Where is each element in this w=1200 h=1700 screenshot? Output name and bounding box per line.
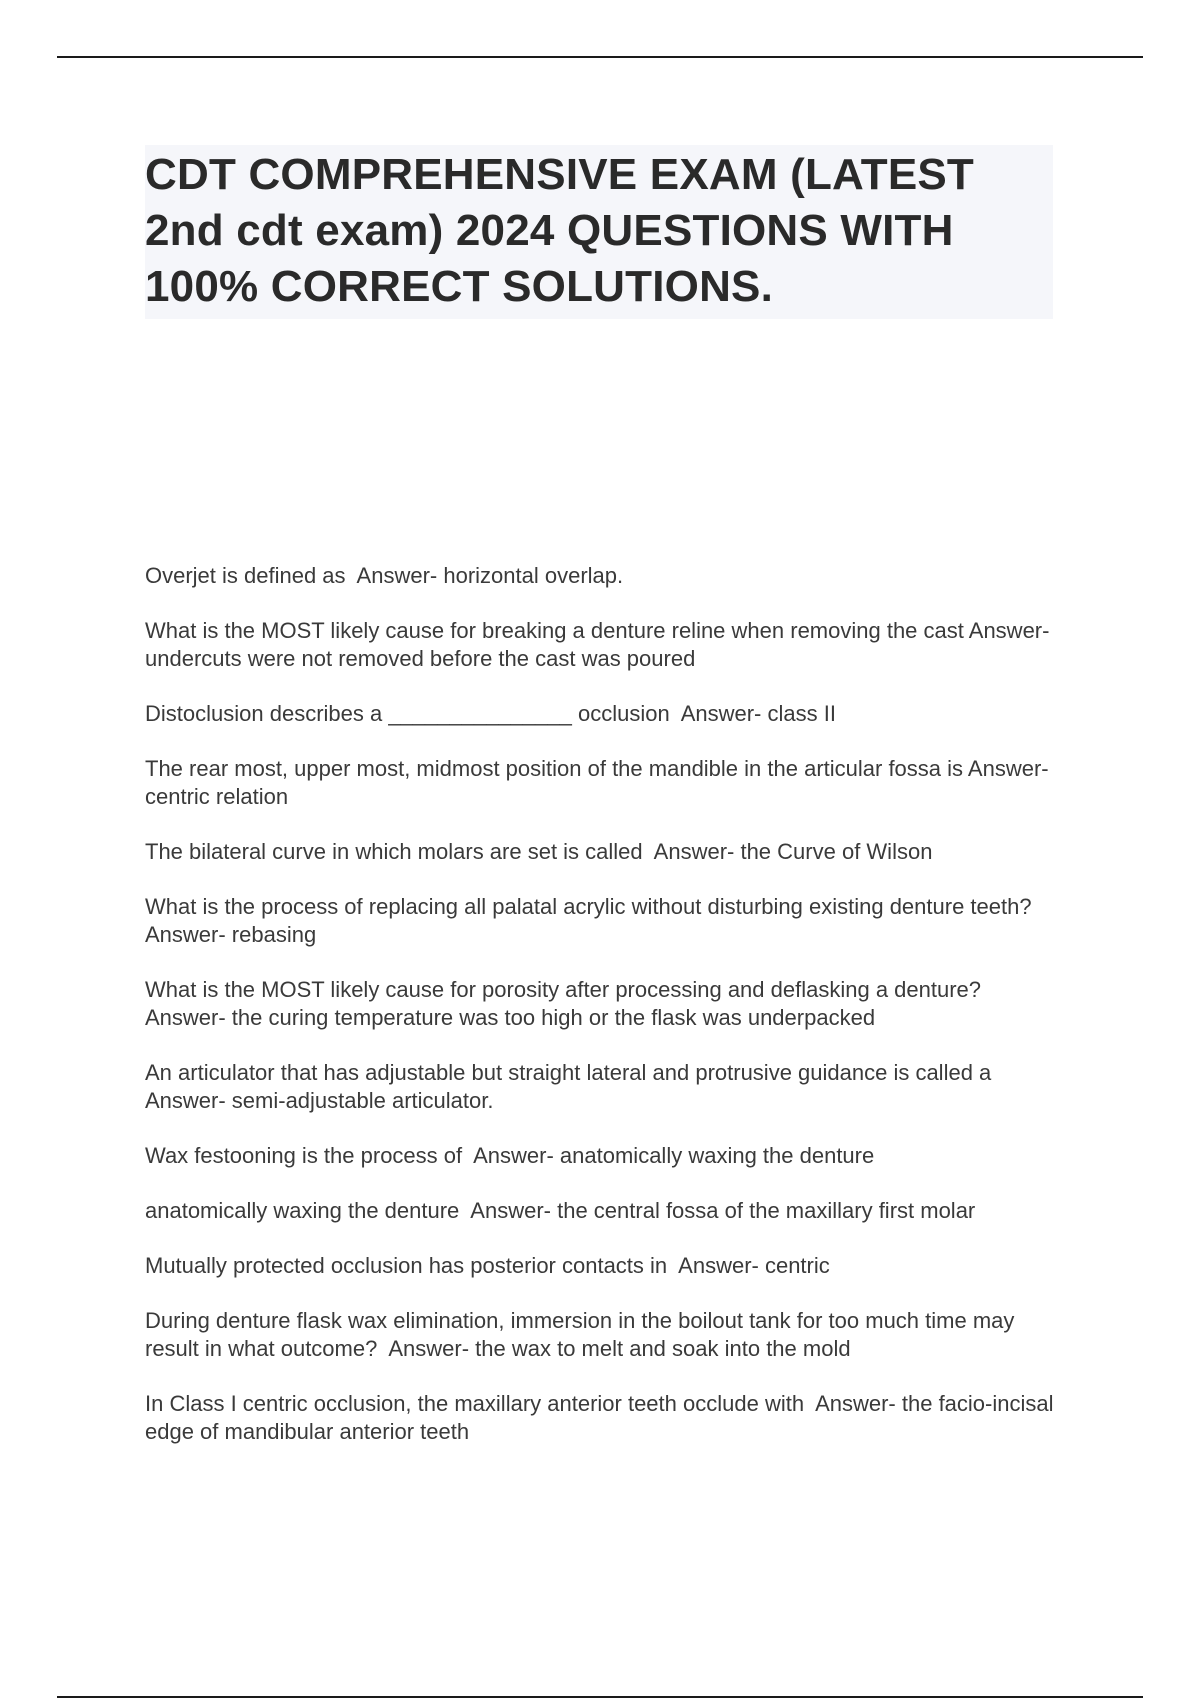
header-rule <box>57 56 1143 58</box>
qa-item: What is the process of replacing all palatal acrylic without disturbing existing denture teeth? Answer- rebasing <box>145 894 1043 947</box>
title-block <box>145 145 1053 319</box>
document-title: CDT COMPREHENSIVE EXAM (LATEST 2nd cdt exam) 2024 QUESTIONS WITH 100% CORRECT SOLUTIONS. <box>145 150 975 311</box>
qa-item: The rear most, upper most, midmost position of the mandible in the articular fossa is Answer- centric relation <box>145 756 1055 809</box>
question-answer-list <box>145 562 1065 1473</box>
qa-item: anatomically waxing the denture Answer- the central fossa of the maxillary first molar <box>145 1198 976 1223</box>
footer-rule <box>57 1696 1143 1698</box>
qa-item: What is the MOST likely cause for breaking a denture reline when removing the cast Answer- undercuts were not removed before the cast was poured <box>145 618 1056 671</box>
qa-item: An articulator that has adjustable but straight lateral and protrusive guidance is called a Answer- semi-adjustable articulator. <box>145 1060 1003 1113</box>
qa-item: Mutually protected occlusion has posterior contacts in Answer- centric <box>145 1253 830 1278</box>
qa-item: Wax festooning is the process of Answer- anatomically waxing the denture <box>145 1143 875 1168</box>
qa-item: During denture flask wax elimination, immersion in the boilout tank for too much time may result in what outcome? Answer- the wax to melt and soak into the mold <box>145 1308 1021 1361</box>
qa-item: In Class I centric occlusion, the maxillary anterior teeth occlude with Answer- the facio-incisal edge of mandibular anterior teeth <box>145 1391 1060 1444</box>
qa-item: The bilateral curve in which molars are set is called Answer- the Curve of Wilson <box>145 839 933 864</box>
qa-item: What is the MOST likely cause for porosity after processing and deflasking a denture? Answer- the curing temperature was too high or the flask was underpacked <box>145 977 993 1030</box>
qa-item: Distoclusion describes a _______________ occlusion Answer- class II <box>145 701 836 726</box>
qa-item: Overjet is defined as Answer- horizontal overlap. <box>145 563 624 588</box>
